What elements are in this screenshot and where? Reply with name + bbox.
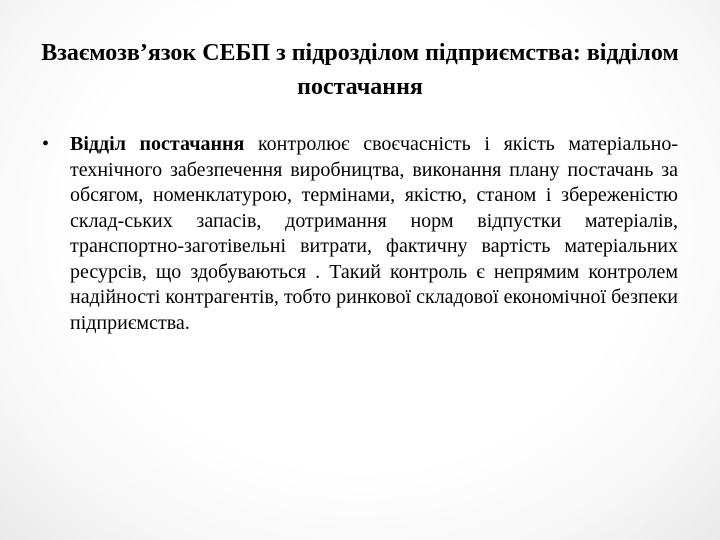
slide-title: Взаємозв’язок СЕБП з підрозділом підприємства: відділом постачання bbox=[41, 40, 679, 100]
bullet-list bbox=[42, 132, 678, 336]
bullet-body-text: контролює своєчасність і якість матеріально-технічного забезпечення виробництва, виконання плану постачань за обсягом, номенклатурою, термінами, якістю, станом і збереженістю склад-ських запасів, дотримання норм відпустки матеріалів, транспортно-заготівельні витрати, фактичну вартість матеріальних ресурсів, що здобуваються . Такий контроль є непрямим контролем надійності контрагентів, тобто ринкової складової економічної безпеки підприємства. bbox=[70, 133, 678, 334]
bullet-lead-text: Відділ постачання bbox=[70, 133, 245, 155]
bullet-item bbox=[42, 132, 678, 336]
bullet-marker: • bbox=[42, 133, 50, 155]
